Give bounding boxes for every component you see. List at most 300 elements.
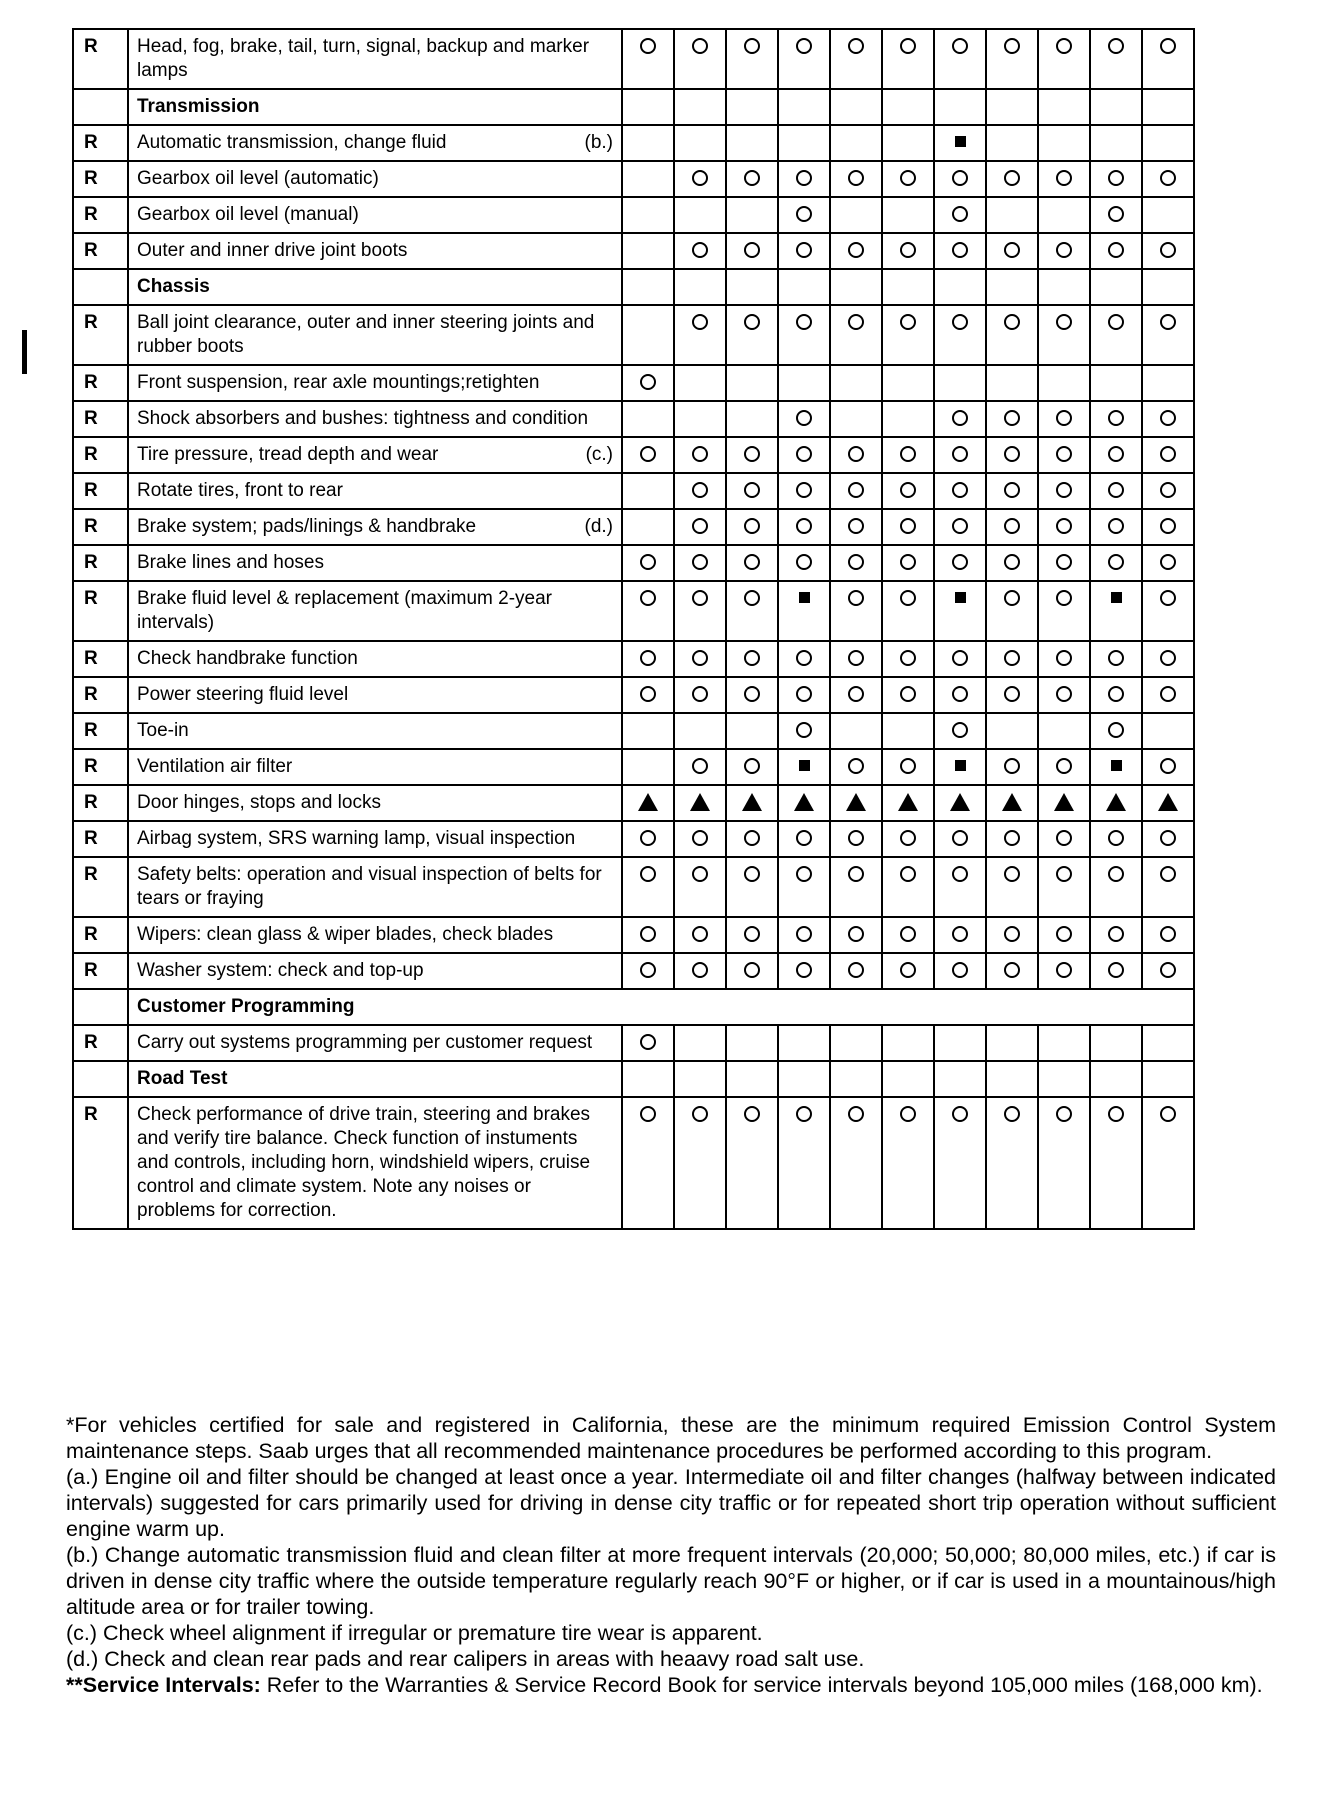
interval-cell: [726, 401, 778, 437]
inspect-circle-icon: [1108, 926, 1124, 942]
interval-cell: [934, 473, 986, 509]
interval-cell: [1142, 233, 1194, 269]
interval-cell: [726, 437, 778, 473]
row-code: [73, 989, 128, 1025]
interval-cell: [674, 473, 726, 509]
interval-cell: [1038, 473, 1090, 509]
interval-cell: [674, 641, 726, 677]
interval-cell: [622, 821, 674, 857]
inspect-circle-icon: [1056, 482, 1072, 498]
row-description: [128, 437, 622, 473]
interval-cell: [882, 857, 934, 917]
row-code: R: [73, 1097, 128, 1229]
inspect-circle-icon: [796, 38, 812, 54]
interval-cell: [1038, 1061, 1090, 1097]
interval-cell: [622, 197, 674, 233]
table-row: [73, 1097, 1194, 1229]
maintenance-schedule-table: [72, 28, 1195, 1230]
inspect-circle-icon: [848, 962, 864, 978]
section-header: Road Test: [128, 1061, 622, 1097]
inspect-circle-icon: [1108, 314, 1124, 330]
interval-cell: [622, 917, 674, 953]
inspect-circle-icon: [1056, 686, 1072, 702]
row-code: R: [73, 749, 128, 785]
row-code: R: [73, 713, 128, 749]
table-row: [73, 545, 1194, 581]
interval-cell: [778, 581, 830, 641]
interval-cell: [830, 509, 882, 545]
interval-cell: [1090, 713, 1142, 749]
row-description-text: Ventilation air filter: [137, 756, 293, 777]
replace-square-icon: [1111, 760, 1122, 771]
interval-cell: [726, 857, 778, 917]
interval-cell: [1142, 305, 1194, 365]
interval-cell: [1090, 473, 1142, 509]
interval-cell: [830, 233, 882, 269]
inspect-circle-icon: [900, 314, 916, 330]
interval-cell: [778, 29, 830, 89]
interval-cell: [1142, 581, 1194, 641]
interval-cell: [674, 1025, 726, 1061]
interval-cell: [622, 509, 674, 545]
interval-cell: [986, 125, 1038, 161]
interval-cell: [830, 749, 882, 785]
interval-cell: [726, 125, 778, 161]
interval-cell: [726, 197, 778, 233]
interval-cell: [1090, 89, 1142, 125]
inspect-circle-icon: [640, 374, 656, 390]
inspect-circle-icon: [900, 650, 916, 666]
inspect-circle-icon: [796, 962, 812, 978]
inspect-circle-icon: [900, 38, 916, 54]
row-code: R: [73, 161, 128, 197]
interval-cell: [1090, 917, 1142, 953]
inspect-circle-icon: [1108, 1106, 1124, 1122]
interval-cell: [726, 953, 778, 989]
inspect-circle-icon: [692, 446, 708, 462]
interval-cell: [986, 857, 1038, 917]
row-description-text: Door hinges, stops and locks: [137, 792, 381, 813]
interval-cell: [726, 473, 778, 509]
interval-cell: [986, 821, 1038, 857]
interval-cell: [674, 89, 726, 125]
inspect-circle-icon: [796, 722, 812, 738]
inspect-circle-icon: [692, 1106, 708, 1122]
table-row: [73, 953, 1194, 989]
interval-cell: [1090, 749, 1142, 785]
interval-cell: [622, 305, 674, 365]
interval-cell: [830, 437, 882, 473]
row-description: [128, 233, 622, 269]
row-description: [128, 365, 622, 401]
inspect-circle-icon: [1108, 38, 1124, 54]
interval-cell: [882, 581, 934, 641]
row-note: (b.): [584, 132, 613, 153]
interval-cell: [934, 197, 986, 233]
inspect-circle-icon: [640, 830, 656, 846]
inspect-circle-icon: [640, 446, 656, 462]
inspect-circle-icon: [692, 758, 708, 774]
interval-cell: [1142, 953, 1194, 989]
interval-cell: [1090, 1061, 1142, 1097]
inspect-circle-icon: [1004, 590, 1020, 606]
row-code: R: [73, 641, 128, 677]
lubricate-triangle-icon: [1158, 793, 1178, 811]
inspect-circle-icon: [900, 518, 916, 534]
interval-cell: [1090, 437, 1142, 473]
inspect-circle-icon: [1004, 926, 1020, 942]
inspect-circle-icon: [1108, 446, 1124, 462]
interval-cell: [882, 641, 934, 677]
row-description-text: Shock absorbers and bushes: tightness and condition: [137, 408, 589, 429]
row-description: [128, 1097, 622, 1229]
interval-cell: [934, 269, 986, 305]
service-intervals-text: Refer to the Warranties & Service Record Book for service intervals beyond 105,000 miles (168,000 km).: [260, 1673, 1263, 1697]
interval-cell: [778, 1097, 830, 1229]
inspect-circle-icon: [744, 650, 760, 666]
row-description-text: Brake fluid level & replacement (maximum 2-year intervals): [137, 588, 552, 633]
interval-cell: [778, 857, 830, 917]
row-description-text: Check performance of drive train, steering and brakes and verify tire balance. Check function of instuments and controls, including horn, windshield wipers, cruise control and climate system. Note any noises or problems for correction.: [137, 1104, 591, 1221]
interval-cell: [934, 953, 986, 989]
inspect-circle-icon: [1160, 686, 1176, 702]
row-description: [128, 713, 622, 749]
section-header-row: [73, 269, 1194, 305]
inspect-circle-icon: [692, 314, 708, 330]
inspect-circle-icon: [848, 926, 864, 942]
replace-square-icon: [955, 136, 966, 147]
inspect-circle-icon: [640, 926, 656, 942]
interval-cell: [934, 1061, 986, 1097]
inspect-circle-icon: [744, 758, 760, 774]
interval-cell: [986, 197, 1038, 233]
interval-cell: [934, 29, 986, 89]
interval-cell: [778, 821, 830, 857]
interval-cell: [882, 161, 934, 197]
interval-cell: [622, 29, 674, 89]
interval-cell: [674, 437, 726, 473]
interval-cell: [986, 269, 1038, 305]
interval-cell: [1090, 29, 1142, 89]
interval-cell: [622, 473, 674, 509]
interval-cell: [1142, 1097, 1194, 1229]
interval-cell: [882, 197, 934, 233]
interval-cell: [986, 89, 1038, 125]
table-row: [73, 917, 1194, 953]
table-row: [73, 641, 1194, 677]
interval-cell: [1142, 365, 1194, 401]
table-row: [73, 677, 1194, 713]
inspect-circle-icon: [952, 170, 968, 186]
row-code: [73, 1061, 128, 1097]
replace-square-icon: [955, 592, 966, 603]
interval-cell: [622, 401, 674, 437]
interval-cell: [778, 437, 830, 473]
interval-cell: [882, 1097, 934, 1229]
interval-cell: [1090, 269, 1142, 305]
inspect-circle-icon: [900, 926, 916, 942]
interval-cell: [1090, 821, 1142, 857]
interval-cell: [1142, 29, 1194, 89]
inspect-circle-icon: [640, 554, 656, 570]
interval-cell: [986, 677, 1038, 713]
row-description-text: Safety belts: operation and visual inspection of belts for tears or fraying: [137, 864, 602, 909]
section-header-row: [73, 989, 1194, 1025]
interval-cell: [830, 365, 882, 401]
inspect-circle-icon: [848, 482, 864, 498]
interval-cell: [1090, 161, 1142, 197]
row-code: R: [73, 677, 128, 713]
row-code: R: [73, 953, 128, 989]
interval-cell: [882, 821, 934, 857]
interval-cell: [830, 161, 882, 197]
interval-cell: [934, 785, 986, 821]
inspect-circle-icon: [952, 482, 968, 498]
row-description-text: Check handbrake function: [137, 648, 358, 669]
inspect-circle-icon: [692, 962, 708, 978]
replace-square-icon: [955, 760, 966, 771]
interval-cell: [674, 509, 726, 545]
inspect-circle-icon: [744, 686, 760, 702]
interval-cell: [986, 713, 1038, 749]
inspect-circle-icon: [1056, 170, 1072, 186]
inspect-circle-icon: [1056, 410, 1072, 426]
row-description: [128, 29, 622, 89]
inspect-circle-icon: [796, 482, 812, 498]
row-description-text: Front suspension, rear axle mountings;retighten: [137, 372, 540, 393]
interval-cell: [778, 473, 830, 509]
interval-cell: [882, 1061, 934, 1097]
interval-cell: [1142, 641, 1194, 677]
inspect-circle-icon: [848, 758, 864, 774]
interval-cell: [830, 197, 882, 233]
inspect-circle-icon: [640, 962, 656, 978]
interval-cell: [830, 677, 882, 713]
replace-square-icon: [1111, 592, 1122, 603]
interval-cell: [934, 401, 986, 437]
inspect-circle-icon: [1160, 446, 1176, 462]
inspect-circle-icon: [1160, 518, 1176, 534]
interval-cell: [1090, 233, 1142, 269]
lubricate-triangle-icon: [1054, 793, 1074, 811]
interval-cell: [830, 1097, 882, 1229]
interval-cell: [674, 821, 726, 857]
table-row: [73, 161, 1194, 197]
interval-cell: [622, 785, 674, 821]
interval-cell: [726, 749, 778, 785]
inspect-circle-icon: [1004, 482, 1020, 498]
inspect-circle-icon: [796, 830, 812, 846]
table-row: [73, 233, 1194, 269]
row-description: [128, 677, 622, 713]
interval-cell: [986, 473, 1038, 509]
interval-cell: [934, 89, 986, 125]
inspect-circle-icon: [1004, 242, 1020, 258]
row-description-text: Wipers: clean glass & wiper blades, check blades: [137, 924, 554, 945]
interval-cell: [1038, 785, 1090, 821]
inspect-circle-icon: [1160, 590, 1176, 606]
inspect-circle-icon: [952, 314, 968, 330]
lubricate-triangle-icon: [794, 793, 814, 811]
row-code: R: [73, 857, 128, 917]
interval-cell: [726, 1025, 778, 1061]
row-description: [128, 509, 622, 545]
interval-cell: [1142, 545, 1194, 581]
interval-cell: [674, 365, 726, 401]
interval-cell: [830, 1061, 882, 1097]
row-description: [128, 197, 622, 233]
interval-cell: [934, 641, 986, 677]
row-description: [128, 581, 622, 641]
interval-cell: [1038, 197, 1090, 233]
interval-cell: [1142, 713, 1194, 749]
inspect-circle-icon: [848, 38, 864, 54]
interval-cell: [934, 437, 986, 473]
interval-cell: [778, 365, 830, 401]
interval-cell: [986, 437, 1038, 473]
interval-cell: [1038, 641, 1090, 677]
interval-cell: [882, 509, 934, 545]
interval-cell: [830, 581, 882, 641]
interval-cell: [778, 233, 830, 269]
section-header: Customer Programming: [128, 989, 1194, 1025]
footnote-california: *For vehicles certified for sale and registered in California, these are the minimum required Emission Control System maintenance steps. Saab urges that all recommended maintenance procedures be performed according to this program.: [66, 1413, 1276, 1463]
inspect-circle-icon: [848, 686, 864, 702]
interval-cell: [1142, 473, 1194, 509]
table-row: [73, 473, 1194, 509]
interval-cell: [882, 1025, 934, 1061]
inspect-circle-icon: [1108, 170, 1124, 186]
interval-cell: [778, 197, 830, 233]
inspect-circle-icon: [744, 866, 760, 882]
table-row: [73, 581, 1194, 641]
interval-cell: [1038, 233, 1090, 269]
inspect-circle-icon: [900, 866, 916, 882]
inspect-circle-icon: [1056, 242, 1072, 258]
row-note: (c.): [585, 444, 613, 465]
interval-cell: [1090, 401, 1142, 437]
inspect-circle-icon: [900, 446, 916, 462]
row-code: R: [73, 509, 128, 545]
interval-cell: [622, 365, 674, 401]
inspect-circle-icon: [1108, 410, 1124, 426]
row-description-text: Ball joint clearance, outer and inner steering joints and rubber boots: [137, 312, 595, 357]
inspect-circle-icon: [952, 38, 968, 54]
row-description: [128, 857, 622, 917]
interval-cell: [934, 1097, 986, 1229]
interval-cell: [986, 1025, 1038, 1061]
row-description-text: Tire pressure, tread depth and wear: [137, 444, 439, 465]
inspect-circle-icon: [952, 722, 968, 738]
interval-cell: [986, 29, 1038, 89]
interval-cell: [1090, 857, 1142, 917]
interval-cell: [986, 641, 1038, 677]
inspect-circle-icon: [796, 650, 812, 666]
interval-cell: [674, 785, 726, 821]
inspect-circle-icon: [1056, 650, 1072, 666]
row-code: R: [73, 917, 128, 953]
interval-cell: [726, 713, 778, 749]
inspect-circle-icon: [744, 554, 760, 570]
inspect-circle-icon: [900, 242, 916, 258]
inspect-circle-icon: [1108, 206, 1124, 222]
interval-cell: [1038, 125, 1090, 161]
interval-cell: [622, 545, 674, 581]
interval-cell: [1142, 89, 1194, 125]
interval-cell: [778, 1061, 830, 1097]
inspect-circle-icon: [1108, 962, 1124, 978]
interval-cell: [778, 545, 830, 581]
row-description: [128, 821, 622, 857]
inspect-circle-icon: [796, 866, 812, 882]
interval-cell: [674, 401, 726, 437]
replace-square-icon: [799, 592, 810, 603]
inspect-circle-icon: [1056, 38, 1072, 54]
inspect-circle-icon: [1004, 38, 1020, 54]
interval-cell: [674, 269, 726, 305]
row-description: [128, 1025, 622, 1061]
inspect-circle-icon: [744, 446, 760, 462]
interval-cell: [882, 401, 934, 437]
interval-cell: [622, 125, 674, 161]
interval-cell: [1090, 1097, 1142, 1229]
interval-cell: [674, 125, 726, 161]
row-description-text: Airbag system, SRS warning lamp, visual inspection: [137, 828, 576, 849]
interval-cell: [622, 437, 674, 473]
interval-cell: [830, 641, 882, 677]
interval-cell: [1038, 1025, 1090, 1061]
footnote-d: (d.) Check and clean rear pads and rear calipers in areas with heaavy road salt use.: [66, 1647, 865, 1671]
interval-cell: [726, 785, 778, 821]
interval-cell: [674, 233, 726, 269]
inspect-circle-icon: [692, 650, 708, 666]
interval-cell: [778, 509, 830, 545]
inspect-circle-icon: [692, 242, 708, 258]
inspect-circle-icon: [796, 206, 812, 222]
lubricate-triangle-icon: [1002, 793, 1022, 811]
interval-cell: [882, 953, 934, 989]
inspect-circle-icon: [796, 314, 812, 330]
interval-cell: [1038, 581, 1090, 641]
interval-cell: [622, 161, 674, 197]
table-row: [73, 1025, 1194, 1061]
interval-cell: [986, 785, 1038, 821]
table-row: [73, 401, 1194, 437]
table-row: [73, 821, 1194, 857]
row-description-text: Head, fog, brake, tail, turn, signal, backup and marker lamps: [137, 36, 590, 81]
interval-cell: [674, 29, 726, 89]
interval-cell: [934, 677, 986, 713]
revision-bar: [22, 330, 27, 374]
inspect-circle-icon: [952, 926, 968, 942]
interval-cell: [1038, 365, 1090, 401]
interval-cell: [1142, 677, 1194, 713]
interval-cell: [778, 1025, 830, 1061]
interval-cell: [674, 305, 726, 365]
row-code: R: [73, 233, 128, 269]
interval-cell: [1142, 917, 1194, 953]
inspect-circle-icon: [848, 554, 864, 570]
interval-cell: [934, 1025, 986, 1061]
inspect-circle-icon: [1056, 554, 1072, 570]
inspect-circle-icon: [640, 1106, 656, 1122]
table-row: [73, 125, 1194, 161]
interval-cell: [1038, 89, 1090, 125]
row-description: [128, 641, 622, 677]
row-code: [73, 269, 128, 305]
inspect-circle-icon: [1108, 650, 1124, 666]
interval-cell: [1090, 677, 1142, 713]
